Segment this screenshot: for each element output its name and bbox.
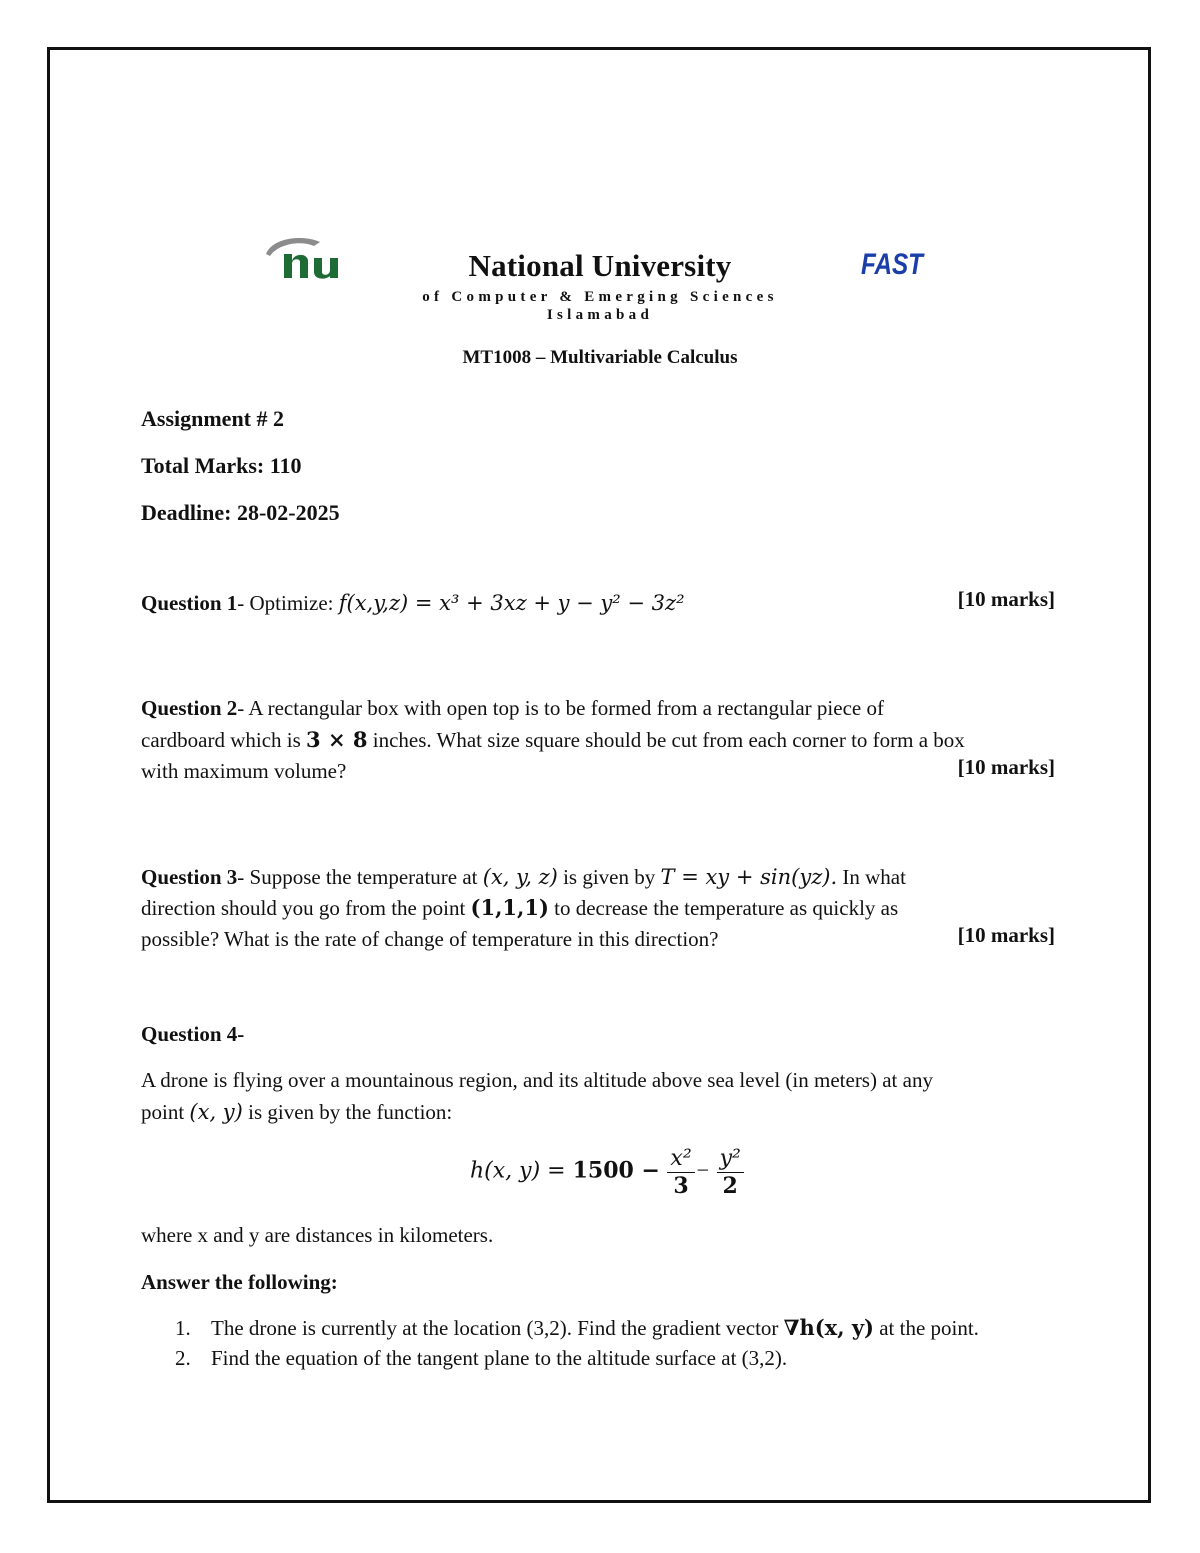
fraction-y-denominator: 2 (722, 1173, 738, 1199)
question-2-text-2b: inches. What size square should be cut from each corner to form a box (367, 728, 965, 752)
question-4-line-2 (141, 1096, 452, 1128)
question-3-marks: [10 marks] (957, 923, 1055, 947)
question-1-label: Question 1 (141, 591, 238, 615)
question-3-point-xyz: (x, y, z) (482, 865, 558, 889)
question-3-line-1 (141, 861, 906, 893)
altitude-formula (470, 1146, 746, 1206)
answer-heading: Answer the following: (141, 1270, 338, 1294)
question-3-line-2 (141, 892, 898, 924)
course-title: MT1008 – Multivariable Calculus (462, 347, 738, 368)
question-4-text-2a: point (141, 1100, 190, 1124)
assignment-number: Assignment # 2 (141, 406, 285, 431)
list-item-2-number: 2. (175, 1346, 191, 1370)
question-1-formula: f(x,y,z) = x³ + 3xz + y − y² − 3z² (338, 591, 685, 615)
total-marks: Total Marks: 110 (141, 453, 302, 478)
question-3-text-2b: to decrease the temperature as quickly as (548, 896, 899, 920)
question-3-label: Question 3 (141, 865, 238, 889)
gradient-symbol: ∇h(x, y) (783, 1315, 874, 1340)
university-name: National University (468, 248, 732, 283)
fast-logo-text: FAST (861, 248, 926, 281)
question-4-label: Question 4- (141, 1022, 245, 1046)
fraction-x-numerator: x² (667, 1146, 694, 1173)
university-city: Islamabad (546, 307, 654, 323)
question-2-marks: [10 marks] (957, 755, 1055, 779)
formula-minus: − (696, 1157, 710, 1183)
fraction-y-numerator: y² (717, 1146, 744, 1173)
list-item-1-text-end: at the point. (873, 1316, 979, 1340)
question-2-label: Question 2 (141, 696, 238, 720)
question-4-units-note: where x and y are distances in kilometers. (141, 1223, 494, 1247)
question-3-text-2a: direction should you go from the point (141, 896, 471, 920)
list-item-2-text: Find the equation of the tangent plane to the altitude surface at (3,2). (211, 1346, 788, 1370)
university-subtitle: of Computer & Emerging Sciences (422, 289, 778, 305)
fraction-x (667, 1146, 694, 1199)
fraction-x-denominator: 3 (673, 1173, 689, 1199)
question-2-line-2 (141, 724, 965, 756)
question-2-line-1 (141, 692, 884, 724)
list-item-1 (175, 1315, 979, 1341)
question-3-temperature-function: T = xy + sin(yz). (660, 865, 838, 889)
question-2-dimensions: 3 × 8 (306, 727, 368, 752)
question-3-text-1b: is given by (557, 865, 661, 889)
question-2-text-2a: cardboard which is (141, 728, 307, 752)
deadline: Deadline: 28-02-2025 (141, 500, 340, 525)
question-3-line-3: possible? What is the rate of change of temperature in this direction? (141, 927, 719, 951)
nu-logo-text: nu (262, 232, 263, 233)
question-2-text-1: - A rectangular box with open top is to be formed from a rectangular piece of (237, 696, 884, 720)
question-3-point: (1,1,1) (470, 895, 549, 920)
question-4-text-2b: is given by the function: (242, 1100, 453, 1124)
question-2-line-3: with maximum volume? (141, 759, 347, 783)
question-3-text-1c: In what (837, 865, 906, 889)
formula-constant: 1500 − (572, 1157, 660, 1184)
list-item-2 (175, 1346, 787, 1371)
question-4-point: (x, y) (189, 1100, 243, 1124)
formula-lhs: h(x, y) = (470, 1158, 573, 1184)
question-1-marks: [10 marks] (957, 587, 1055, 611)
list-item-1-number: 1. (175, 1316, 191, 1340)
question-4-line-1: A drone is flying over a mountainous region, and its altitude above sea level (in meters) at any (141, 1068, 933, 1092)
fraction-y (717, 1146, 744, 1199)
question-3-text-1a: - Suppose the temperature at (237, 865, 483, 889)
question-1-text: - Optimize: (237, 591, 339, 615)
question-1 (141, 587, 1061, 619)
list-item-1-text: The drone is currently at the location (3,2). Find the gradient vector (211, 1316, 784, 1340)
